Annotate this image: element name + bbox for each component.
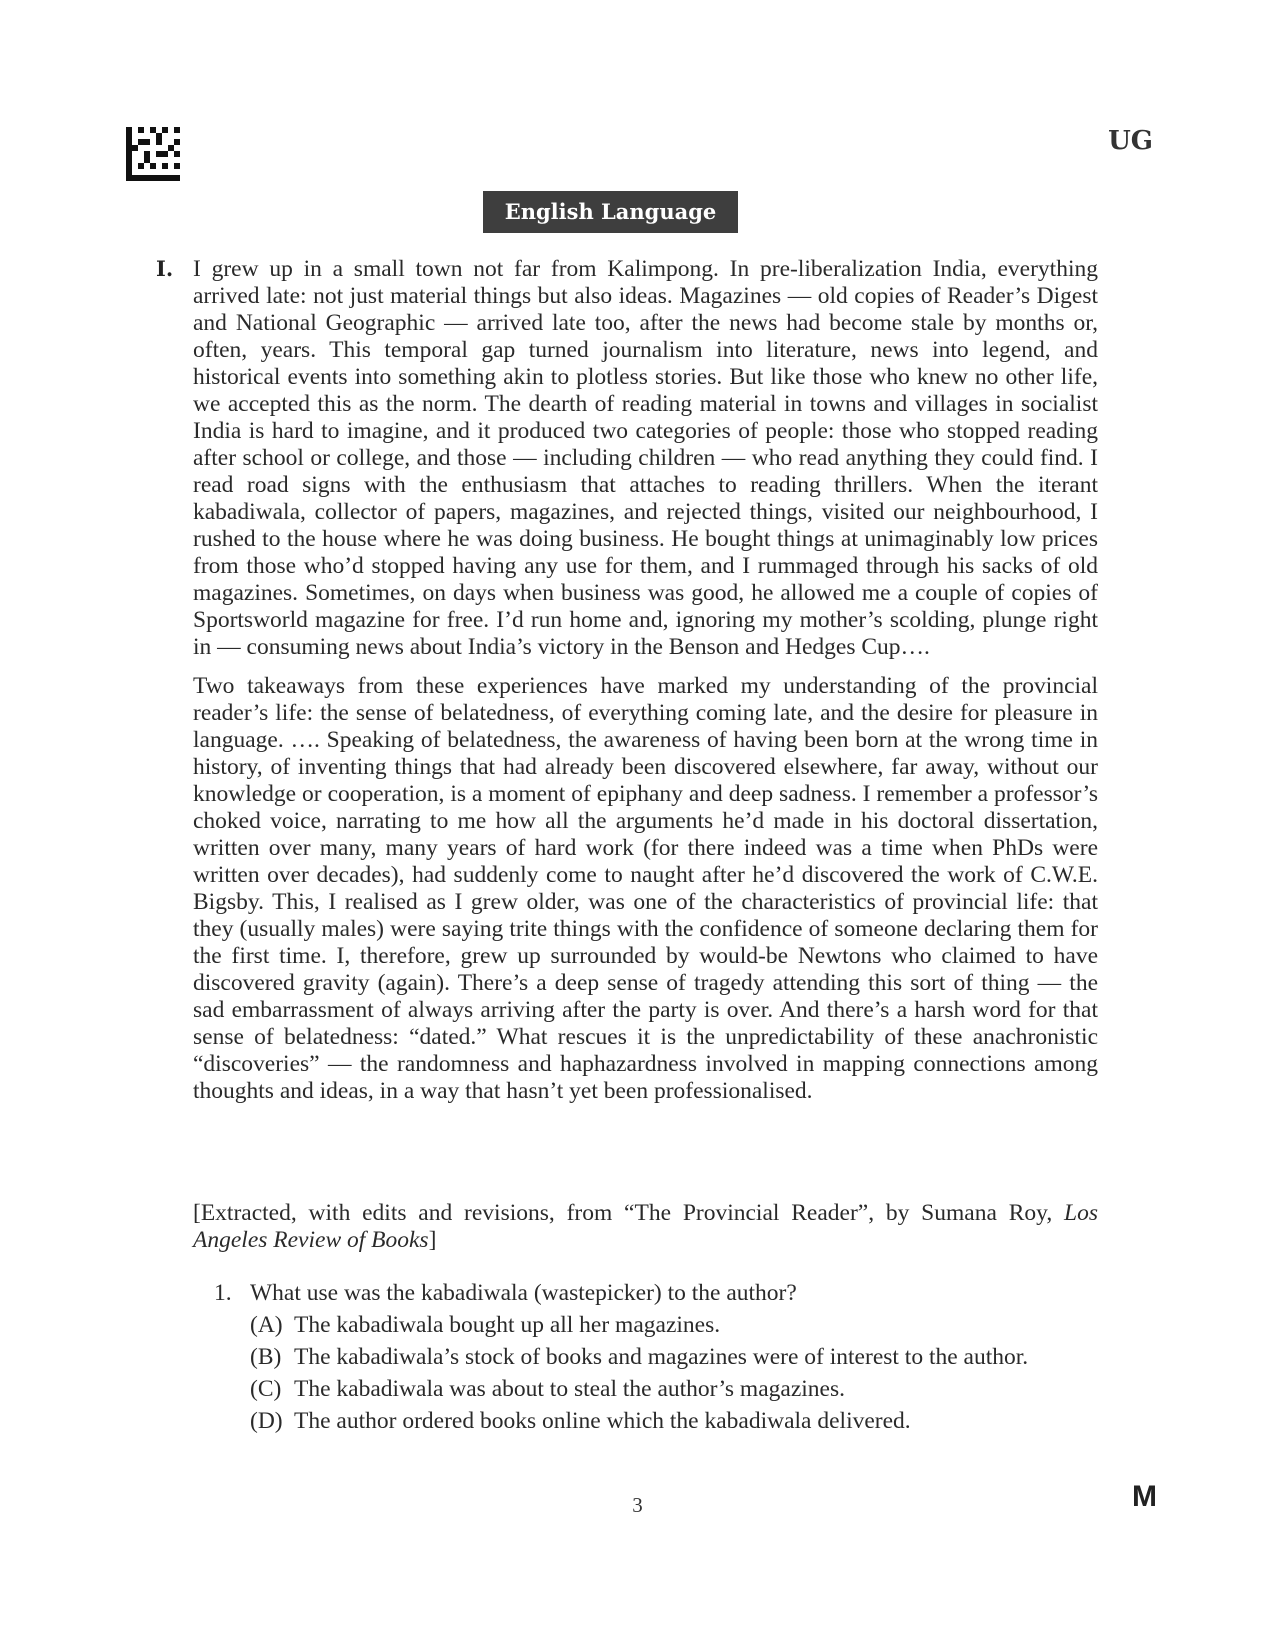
option-a [250,1311,1074,1340]
question-text: What use was the kabadiwala (wastepicker) to the author? [250,1280,797,1306]
option-label: (A) [250,1312,283,1338]
section-title: English Language [483,191,738,233]
option-label: (C) [250,1376,282,1402]
option-d [250,1407,1074,1436]
reading-passage [193,256,1098,1117]
source-publication: Los Angeles Review of Books [193,1200,1099,1253]
option-text: The kabadiwala’s stock of books and magazines were of interest to the author. [294,1344,1029,1370]
paper-code: UG [1108,126,1153,156]
option-label: (B) [250,1344,282,1370]
option-text: The kabadiwala was about to steal the author’s magazines. [294,1376,845,1402]
section-number: I. [156,256,174,281]
question-block [214,1279,1074,1436]
corner-mark: M [1132,1480,1157,1513]
option-c [250,1375,1074,1404]
passage-paragraph: Two takeaways from these experiences have marked my understanding of the provincial reader’s life: the sense of belatedness, of everything coming late, and the desire for pleasure in language. …. Speaking of belatedness, the awareness of having been born at the wrong time in history, of inventing things that had already been discovered elsewhere, far away, without our knowledge or cooperation, is a moment of epiphany and deep sadness. I remember a professor’s choked voice, narrating to me how all the arguments he’d made in his doctoral dissertation, written over many, many years of hard work (for there indeed was a time when PhDs were written over decades), had suddenly come to naught after he’d discovered the work of C.W.E. Bigsby. This, I realised as I grew older, was one of the characteristics of provincial life: that they (usually males) were saying trite things with the confidence of someone declaring them for the first time. I, therefore, grew up surrounded by would-be Newtons who claimed to have discovered gravity (again). There’s a deep sense of tragedy attending this sort of thing — the sad embarrassment of always arriving after the party is over. And there’s a harsh word for that sense of belatedness: “dated.” What rescues it is the unpredictability of these anachronistic “discoveries” — the randomness and haphazardness involved in mapping connections among thoughts and ideas, in a way that hasn’t yet been professionalised. [193,673,1098,1104]
option-text: The kabadiwala bought up all her magazines. [294,1312,721,1338]
options-list [250,1311,1074,1436]
option-label: (D) [250,1408,283,1434]
source-text: [Extracted, with edits and revisions, from “The Provincial Reader”, by Sumana Roy, [193,1200,1053,1226]
page-number: 3 [632,1493,643,1517]
option-b [250,1343,1074,1372]
source-close: ] [428,1227,437,1253]
source-citation [193,1200,1098,1254]
option-text: The author ordered books online which the kabadiwala delivered. [294,1408,911,1434]
qr-code-icon [126,127,180,181]
question-number: 1. [214,1280,232,1306]
passage-paragraph: I grew up in a small town not far from Kalimpong. In pre-liberalization India, everything arrived late: not just material things but also ideas. Magazines — old copies of Reader’s Digest and National Geographic — arrived late too, after the news had become stale by months or, often, years. This temporal gap turned journalism into literature, news into legend, and historical events into something akin to plotless stories. But like those who knew no other life, we accepted this as the norm. The dearth of reading material in towns and villages in socialist India is hard to imagine, and it produced two categories of people: those who stopped reading after school or college, and those — including children — who read anything they could find. I read road signs with the enthusiasm that attaches to reading thrillers. When the iterant kabadiwala, collector of papers, magazines, and rejected things, visited our neighbourhood, I rushed to the house where he was doing business. He bought things at unimaginably low prices from those who’d stopped having any use for them, and I rummaged through his sacks of old magazines. Sometimes, on days when business was good, he allowed me a couple of copies of Sportsworld magazine for free. I’d run home and, ignoring my mother’s scolding, plunge right in — consuming news about India’s victory in the Benson and Hedges Cup…. [193,256,1098,660]
